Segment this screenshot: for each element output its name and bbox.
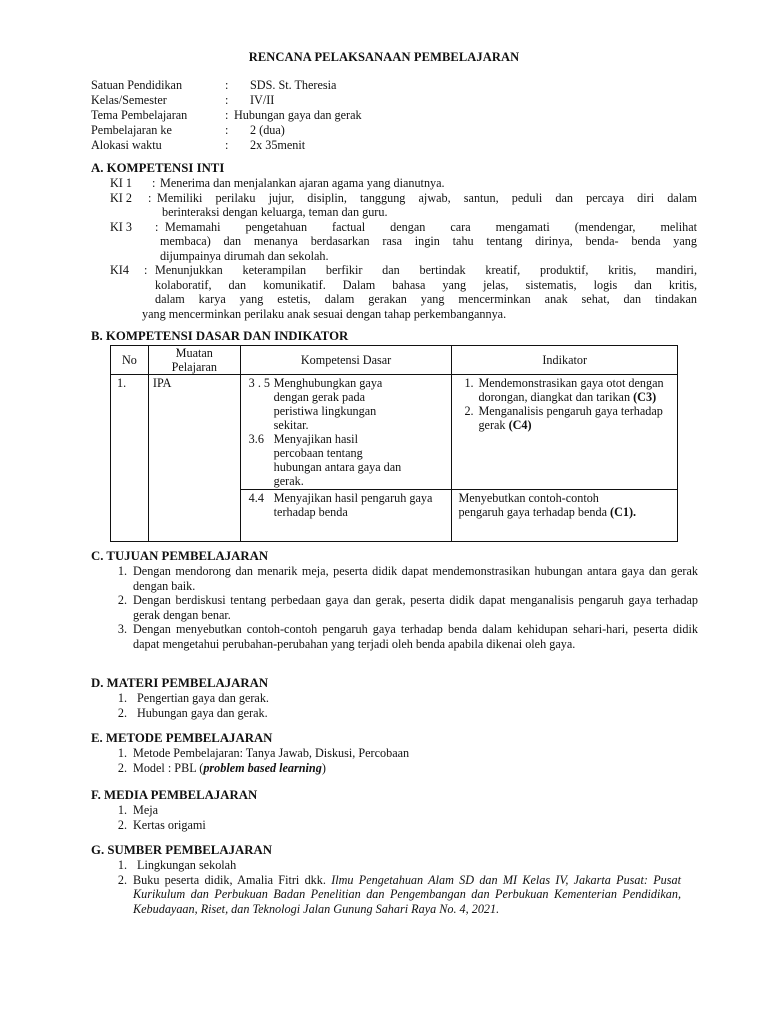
ki-separator: : — [152, 176, 156, 190]
cell-indikator — [452, 490, 678, 542]
section-heading-materi: D. MATERI PEMBELAJARAN — [91, 676, 269, 690]
media-list — [110, 803, 698, 832]
list-number: 2. — [117, 705, 127, 720]
indikator-item — [464, 376, 669, 404]
cell-kd — [240, 375, 452, 490]
ki-line: kolaboratif, dan komunikatif. Dalam bahasa yang jelas, sistematis, logis dan kritis, — [155, 277, 697, 292]
list-number: 3. — [117, 622, 127, 636]
meta-key: Alokasi waktu — [91, 138, 162, 152]
list-text: Pengertian gaya dan gerak. — [137, 691, 269, 705]
ki-text — [157, 191, 697, 220]
meta-row — [91, 93, 362, 108]
table-row — [111, 375, 678, 490]
meta-key: Kelas/Semester — [91, 93, 167, 107]
list-number: 2. — [117, 593, 127, 607]
meta-key: Satuan Pendidikan — [91, 78, 183, 92]
list-item — [110, 691, 698, 706]
ki-line: dalam karya yang estetis, dalam gerakan yang mencerminkan anak sehat, dan tindakan — [155, 292, 697, 306]
kd-text: Menyajikan hasil pengaruh gaya terhadap benda — [273, 491, 433, 519]
list-text: Dengan berdiskusi tentang perbedaan gaya dan gerak, peserta didik dapat menganalisis pengaruh gaya terhadap gerak dengan benar. — [133, 593, 698, 622]
list-item — [110, 818, 698, 833]
meta-value: 2x 35menit — [250, 138, 306, 152]
list-text: Model : PBL (problem based learning) — [133, 760, 326, 775]
list-item — [110, 761, 698, 776]
list-number: 1. — [117, 803, 127, 817]
tujuan-list — [110, 564, 698, 651]
list-item — [110, 858, 681, 873]
ki-text — [160, 219, 697, 264]
list-text: Lingkungan sekolah — [137, 858, 237, 872]
list-item — [110, 873, 681, 917]
list-number: 1. — [117, 858, 127, 872]
list-text: Hubungan gaya dan gerak. — [137, 705, 268, 720]
list-number: 1. — [117, 691, 127, 705]
cell-no: 1. — [111, 375, 149, 542]
kompetensi-inti-list — [110, 176, 697, 321]
ki-code: KI 3 — [110, 219, 133, 234]
document-title: RENCANA PELAKSANAAN PEMBELAJARAN — [248, 50, 520, 64]
indikator-item — [464, 404, 669, 432]
meta-separator: : — [225, 93, 229, 107]
ki-separator: : — [155, 219, 159, 234]
kd-item — [249, 491, 449, 519]
ki-code: KI 1 — [110, 176, 133, 190]
kd-text: Menghubungkan gaya dengan gerak pada peristiwa lingkungan sekitar. — [273, 376, 383, 432]
list-number: 2. — [117, 760, 127, 775]
cell-kd — [240, 490, 452, 542]
header-muatan-line: Muatan — [175, 346, 213, 360]
ki-line: Menunjukkan keterampilan berfikir dan bertindak kreatif, produktif, kritis, mandiri, — [155, 263, 697, 277]
cell-indikator — [452, 375, 678, 490]
meta-key: Pembelajaran ke — [91, 123, 172, 137]
header-muatan — [148, 346, 240, 375]
identity-block — [91, 78, 362, 153]
indikator-number: 2. — [464, 404, 474, 418]
ki-code: KI4 — [110, 263, 129, 277]
ki-line: Menerima dan menjalankan ajaran agama yang dianutnya. — [160, 176, 445, 190]
list-number: 1. — [117, 564, 127, 578]
ki-line: membaca) dan menanya berdasarkan rasa ingin tahu tentang dirinya, benda- benda yang — [160, 234, 697, 248]
section-heading-sumber: G. SUMBER PEMBELAJARAN — [91, 843, 272, 857]
meta-key: Tema Pembelajaran — [91, 108, 188, 122]
list-item — [110, 746, 698, 761]
list-text: Buku peserta didik, Amalia Fitri dkk. Ilmu Pengetahuan Alam SD dan MI Kelas IV, Jakarta Pusat: Pusat Kurikulum dan Perbukuan Badan Penelitian dan Pengembangan dan Perbukuan Kementerian Pendidikan, Kebudayaan, Riset, dan Teknologi Jalan Gunung Sahari Raya No. 4, 2021. — [133, 872, 681, 916]
ki-text — [142, 263, 697, 321]
ki-line: dijumpainya dirumah dan sekolah. — [160, 248, 329, 263]
meta-row — [91, 108, 362, 123]
meta-separator: : — [225, 78, 229, 92]
indikator-text: Menganalisis pengaruh gaya terhadap gerak (C4) — [478, 404, 663, 432]
section-heading-kompetensi-inti: A. KOMPETENSI INTI — [91, 161, 225, 175]
section-heading-media: F. MEDIA PEMBELAJARAN — [91, 788, 258, 802]
kd-number: 3.6 — [248, 432, 264, 446]
kompetensi-dasar-table — [110, 345, 678, 542]
ki-item — [110, 263, 697, 321]
meta-separator: : — [225, 138, 229, 152]
ki-line: Memamahi pengetahuan factual dengan cara mengamati (mendengar, melihat — [165, 219, 697, 234]
list-item — [110, 564, 698, 593]
table-header-row — [111, 346, 678, 375]
list-number: 1. — [117, 746, 127, 760]
indikator-number: 1. — [464, 376, 474, 390]
ki-item — [110, 176, 697, 191]
list-item — [110, 803, 698, 818]
kd-text: Menyajikan hasil percobaan tentang hubungan antara gaya dan gerak. — [273, 432, 402, 488]
list-text: Meja — [133, 803, 159, 817]
ki-separator: : — [144, 263, 148, 277]
meta-row — [91, 78, 362, 93]
meta-row — [91, 138, 362, 153]
kd-number: 4.4 — [248, 491, 264, 505]
section-heading-metode: E. METODE PEMBELAJARAN — [91, 731, 273, 745]
meta-row — [91, 123, 362, 138]
indikator-text: Menyebutkan contoh-contoh pengaruh gaya terhadap benda (C1). — [458, 491, 637, 519]
meta-separator: : — [225, 108, 229, 122]
list-text: Metode Pembelajaran: Tanya Jawab, Diskusi, Percobaan — [133, 746, 410, 760]
list-number: 2. — [117, 872, 127, 887]
ki-text — [160, 176, 445, 191]
meta-value: 2 (dua) — [250, 123, 285, 137]
list-item — [110, 706, 698, 721]
ki-separator: : — [148, 190, 152, 205]
ki-line: Memiliki perilaku jujur, disiplin, tanggung ajwab, santun, peduli dan percaya diri dalam — [157, 190, 697, 205]
ki-line: berinteraksi dengan keluarga, teman dan guru. — [162, 205, 388, 219]
indikator-text: Mendemonstrasikan gaya otot dengan dorongan, diangkat dan tarikan (C3) — [478, 376, 664, 404]
list-item — [110, 622, 698, 651]
list-text: Kertas origami — [133, 817, 206, 832]
meta-separator: : — [225, 123, 229, 137]
list-text: Dengan menyebutkan contoh-contoh pengaruh gaya terhadap benda dalam kehidupan sehari-hari, peserta didik dapat mengetahui perubahan-perubahan yang terjadi oleh benda apabila dikenai oleh gaya. — [133, 622, 698, 651]
meta-value: SDS. St. Theresia — [250, 78, 337, 92]
header-indikator: Indikator — [452, 346, 678, 375]
header-kompetensi-dasar: Kompetensi Dasar — [240, 346, 452, 375]
kd-number: 3 . 5 — [248, 376, 270, 390]
list-item — [110, 593, 698, 622]
ki-item — [110, 191, 697, 220]
kd-item — [249, 376, 402, 432]
ki-code: KI 2 — [110, 190, 133, 205]
cell-muatan: IPA — [148, 375, 240, 542]
list-number: 2. — [117, 817, 127, 832]
header-muatan-line: Pelajaran — [171, 360, 217, 374]
section-heading-kompetensi-dasar: B. KOMPETENSI DASAR DAN INDIKATOR — [91, 329, 349, 343]
meta-value: IV/II — [250, 93, 275, 107]
header-no: No — [111, 346, 149, 375]
ki-line: yang mencerminkan perilaku anak sesuai dengan tahap perkembangannya. — [142, 306, 507, 321]
sumber-list — [110, 858, 681, 916]
list-text: Dengan mendorong dan menarik meja, peserta didik dapat mendemonstrasikan hubungan antara gaya dan gerak dengan baik. — [133, 564, 698, 593]
ki-item — [110, 220, 697, 264]
section-heading-tujuan: C. TUJUAN PEMBELAJARAN — [91, 549, 269, 563]
kd-item — [249, 432, 402, 488]
materi-list — [110, 691, 698, 720]
meta-value: Hubungan gaya dan gerak — [234, 108, 362, 122]
metode-list — [110, 746, 698, 775]
